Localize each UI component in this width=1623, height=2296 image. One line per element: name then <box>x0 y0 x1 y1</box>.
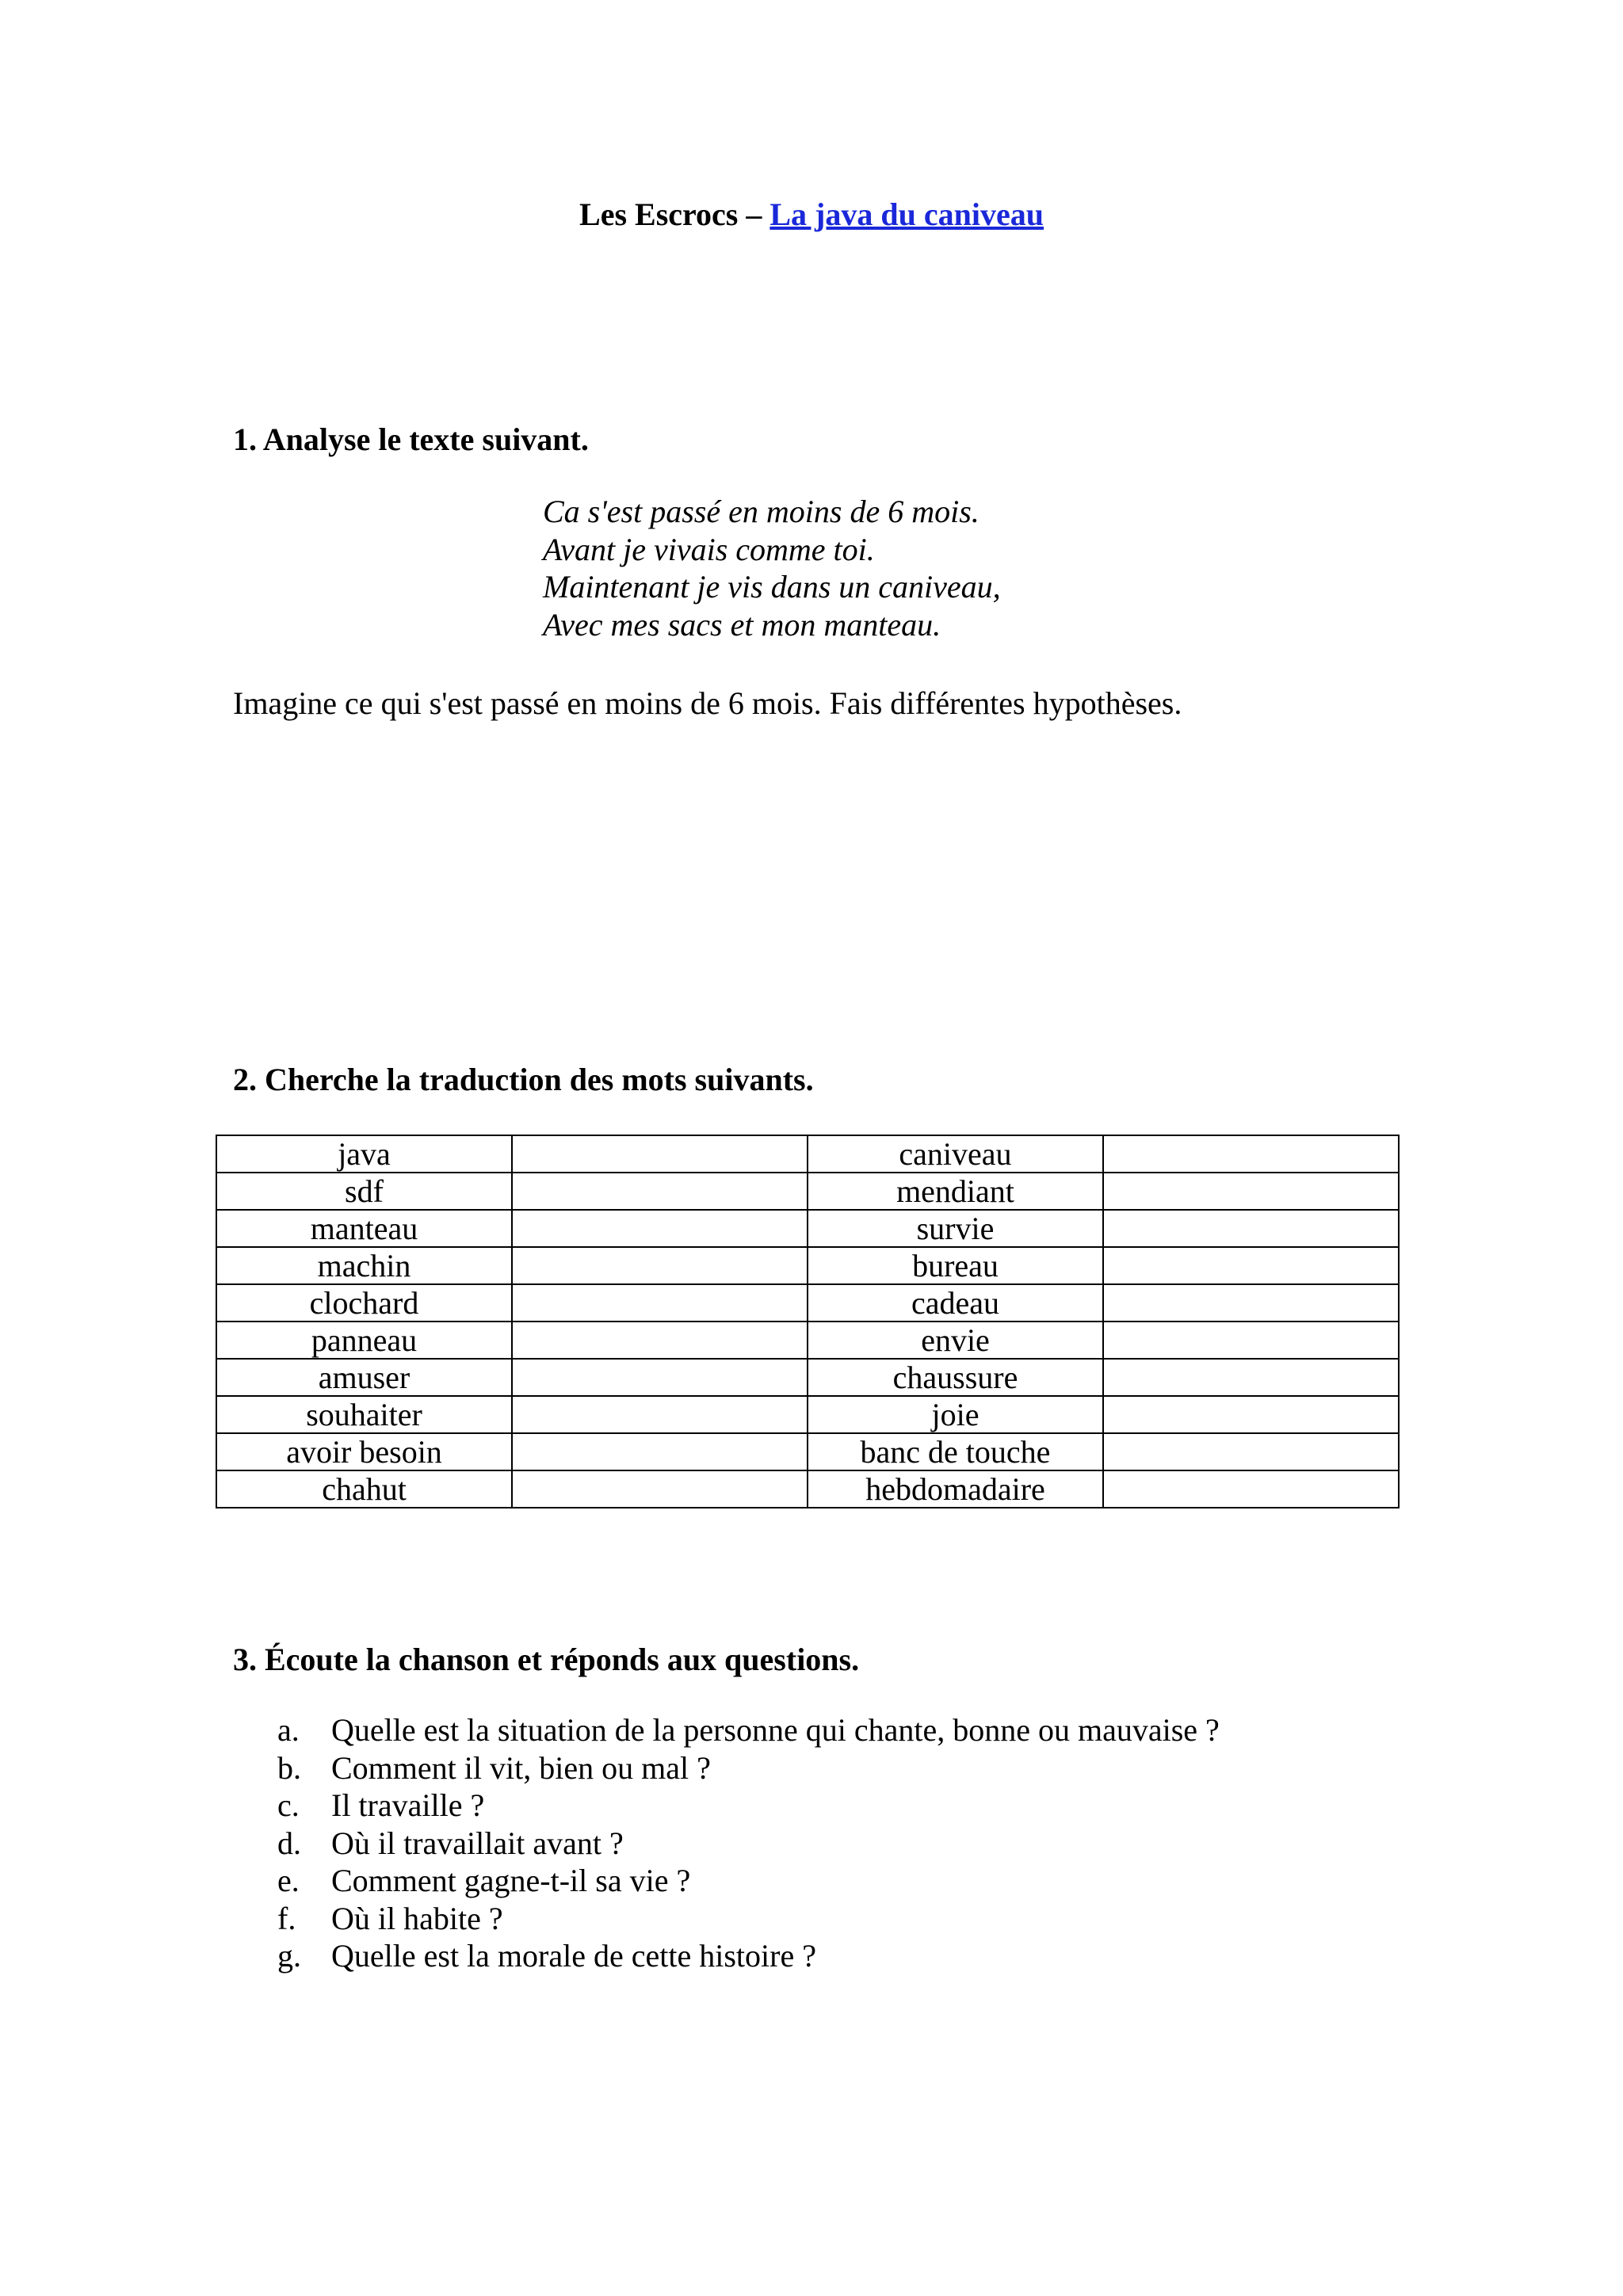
vocab-word-left: chahut <box>216 1470 512 1508</box>
vocab-word-right: caniveau <box>808 1135 1103 1173</box>
table-row <box>216 1173 1399 1210</box>
table-row <box>216 1433 1399 1470</box>
question-marker: c. <box>277 1787 300 1823</box>
question-item <box>277 1711 1220 1749</box>
question-text: Comment il vit, bien ou mal ? <box>331 1749 711 1786</box>
translation-cell-right[interactable] <box>1103 1322 1399 1359</box>
vocab-word-right: hebdomadaire <box>808 1470 1103 1508</box>
vocab-word-left: java <box>216 1135 512 1173</box>
translation-cell-right[interactable] <box>1103 1210 1399 1247</box>
question-text: Quelle est la situation de la personne qui chante, bonne ou mauvaise ? <box>331 1712 1220 1748</box>
question-marker: d. <box>277 1825 301 1861</box>
translation-cell-left[interactable] <box>512 1359 808 1396</box>
translation-cell-left[interactable] <box>512 1470 808 1508</box>
translation-cell-right[interactable] <box>1103 1396 1399 1433</box>
poem-line: Maintenant je vis dans un caniveau, <box>543 569 1001 605</box>
translation-cell-left[interactable] <box>512 1173 808 1210</box>
question-marker: e. <box>277 1863 300 1898</box>
question-text: Où il habite ? <box>331 1900 503 1936</box>
vocab-word-left: souhaiter <box>216 1396 512 1433</box>
title-prefix: Les Escrocs – <box>579 196 770 232</box>
question-list <box>277 1711 1220 1975</box>
page-title <box>0 193 1623 237</box>
question-item <box>277 1937 1220 1975</box>
translation-cell-right[interactable] <box>1103 1284 1399 1322</box>
section-2-heading: 2. Cherche la traduction des mots suivants. <box>233 1062 814 1097</box>
section-1-heading: 1. Analyse le texte suivant. <box>233 421 589 457</box>
table-row <box>216 1396 1399 1433</box>
translation-cell-right[interactable] <box>1103 1433 1399 1470</box>
table-row <box>216 1470 1399 1508</box>
question-marker: f. <box>277 1900 296 1936</box>
poem-line: Ca s'est passé en moins de 6 mois. <box>543 494 980 529</box>
translation-cell-left[interactable] <box>512 1210 808 1247</box>
question-text: Où il travaillait avant ? <box>331 1825 624 1861</box>
section-3-heading: 3. Écoute la chanson et réponds aux questions. <box>233 1642 860 1677</box>
vocabulary-table <box>216 1135 1400 1508</box>
vocab-word-right: cadeau <box>808 1284 1103 1322</box>
translation-cell-right[interactable] <box>1103 1173 1399 1210</box>
poem-line: Avec mes sacs et mon manteau. <box>543 606 941 643</box>
table-row <box>216 1210 1399 1247</box>
hypothesis-prompt: Imagine ce qui s'est passé en moins de 6 mois. Fais différentes hypothèses. <box>233 685 1182 721</box>
question-item <box>277 1787 1220 1825</box>
translation-cell-left[interactable] <box>512 1396 808 1433</box>
vocab-word-right: envie <box>808 1322 1103 1359</box>
vocab-word-right: chaussure <box>808 1359 1103 1396</box>
vocab-word-right: mendiant <box>808 1173 1103 1210</box>
vocab-word-left: amuser <box>216 1359 512 1396</box>
translation-cell-left[interactable] <box>512 1284 808 1322</box>
translation-cell-right[interactable] <box>1103 1135 1399 1173</box>
vocab-word-left: avoir besoin <box>216 1433 512 1470</box>
vocab-word-left: clochard <box>216 1284 512 1322</box>
table-row <box>216 1322 1399 1359</box>
translation-cell-left[interactable] <box>512 1322 808 1359</box>
translation-cell-left[interactable] <box>512 1247 808 1284</box>
translation-cell-right[interactable] <box>1103 1470 1399 1508</box>
question-item <box>277 1900 1220 1938</box>
question-text: Comment gagne-t-il sa vie ? <box>331 1863 691 1898</box>
table-row <box>216 1247 1399 1284</box>
table-row <box>216 1135 1399 1173</box>
translation-cell-left[interactable] <box>512 1433 808 1470</box>
poem-line: Avant je vivais comme toi. <box>543 531 875 567</box>
vocab-word-left: sdf <box>216 1173 512 1210</box>
question-item <box>277 1862 1220 1900</box>
question-text: Quelle est la morale de cette histoire ? <box>331 1938 816 1974</box>
translation-cell-right[interactable] <box>1103 1359 1399 1396</box>
song-title-link[interactable]: La java du caniveau <box>769 196 1044 232</box>
table-row <box>216 1284 1399 1322</box>
vocab-word-right: survie <box>808 1210 1103 1247</box>
translation-cell-right[interactable] <box>1103 1247 1399 1284</box>
table-row <box>216 1359 1399 1396</box>
vocab-word-right: bureau <box>808 1247 1103 1284</box>
question-marker: a. <box>277 1712 300 1748</box>
question-marker: g. <box>277 1938 301 1974</box>
poem-excerpt <box>543 493 1001 643</box>
vocab-word-left: manteau <box>216 1210 512 1247</box>
question-text: Il travaille ? <box>331 1787 485 1823</box>
vocab-word-right: banc de touche <box>808 1433 1103 1470</box>
question-item <box>277 1749 1220 1787</box>
translation-cell-left[interactable] <box>512 1135 808 1173</box>
vocab-word-left: machin <box>216 1247 512 1284</box>
question-item <box>277 1825 1220 1863</box>
question-marker: b. <box>277 1749 301 1786</box>
vocab-word-left: panneau <box>216 1322 512 1359</box>
vocab-word-right: joie <box>808 1396 1103 1433</box>
